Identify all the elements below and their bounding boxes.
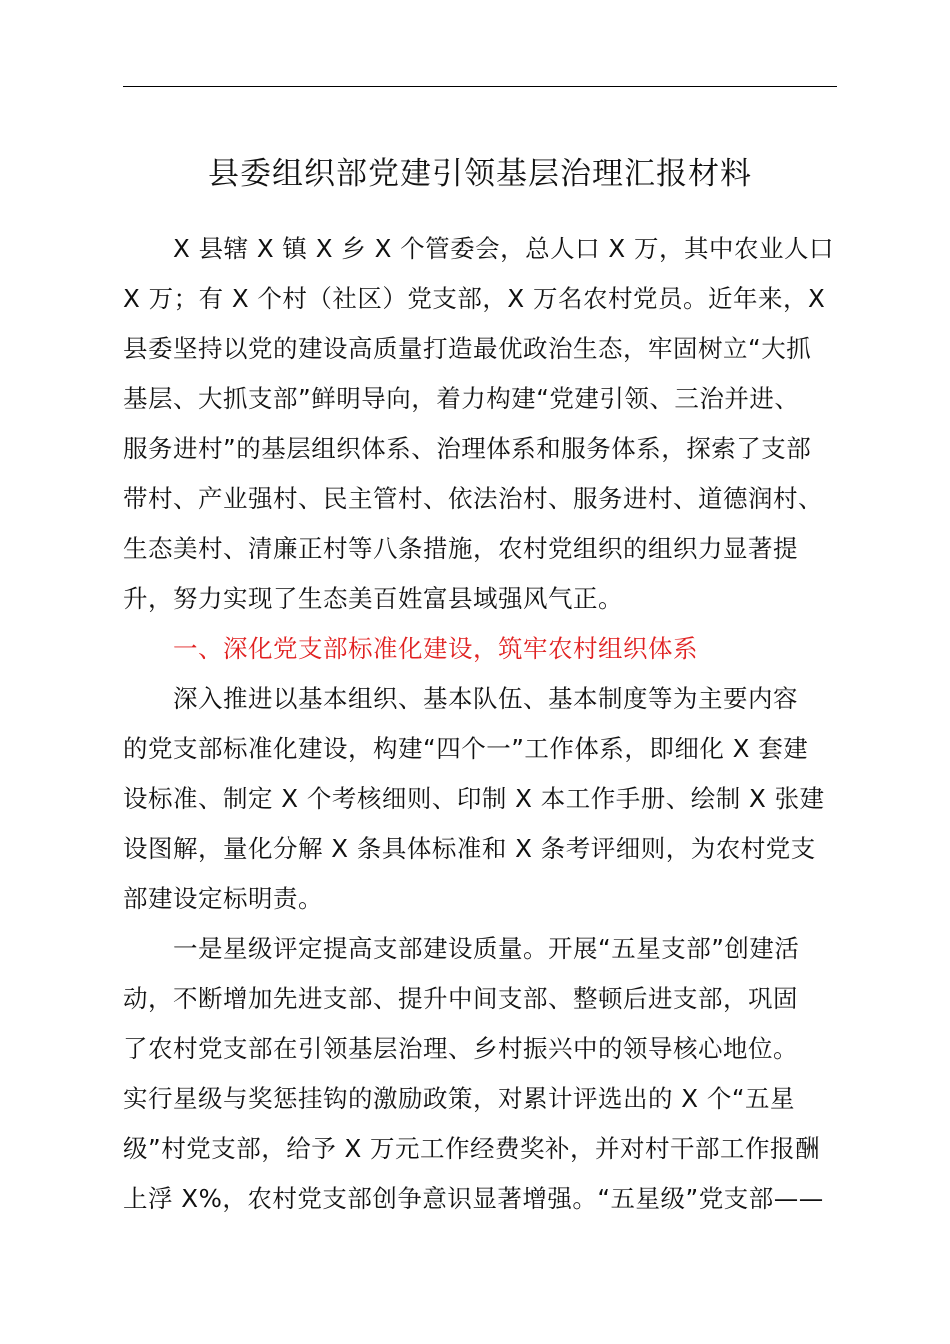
paragraph-line: 级”村党支部，给予 X 万元工作经费奖补，并对村干部工作报酬 [123, 1134, 821, 1163]
header-rule [123, 86, 837, 87]
paragraph-line: X 万；有 X 个村（社区）党支部，X 万名农村党员。近年来，X [123, 284, 826, 313]
paragraph-line: 上浮 X%，农村党支部创争意识显著增强。“五星级”党支部—— [123, 1184, 824, 1213]
paragraph-line: 一是星级评定提高支部建设质量。开展“五星支部”创建活 [173, 934, 800, 963]
paragraph-line: 带村、产业强村、民主管村、依法治村、服务进村、道德润村、 [123, 484, 823, 513]
paragraph-line: 动，不断增加先进支部、提升中间支部、整顿后进支部，巩固 [123, 984, 798, 1013]
paragraph-line: 实行星级与奖惩挂钩的激励政策，对累计评选出的 X 个“五星 [123, 1084, 796, 1113]
paragraph-line: 设标准、制定 X 个考核细则、印制 X 本工作手册、绘制 X 张建 [123, 784, 825, 813]
document-title: 县委组织部党建引领基层治理汇报材料 [208, 156, 752, 192]
paragraph-line: 深入推进以基本组织、基本队伍、基本制度等为主要内容 [173, 684, 798, 713]
paragraph-line: 了农村党支部在引领基层治理、乡村振兴中的领导核心地位。 [123, 1034, 798, 1063]
section-heading: 一、深化党支部标准化建设，筑牢农村组织体系 [173, 634, 698, 663]
document-body [123, 224, 853, 1224]
paragraph-line: X 县辖 X 镇 X 乡 X 个管委会，总人口 X 万，其中农业人口 [173, 234, 835, 263]
paragraph-line: 设图解，量化分解 X 条具体标准和 X 条考评细则，为农村党支 [123, 834, 816, 863]
paragraph-line: 升，努力实现了生态美百姓富县域强风气正。 [123, 584, 623, 613]
paragraph-line: 服务进村”的基层组织体系、治理体系和服务体系，探索了支部 [123, 434, 812, 463]
paragraph-line: 生态美村、清廉正村等八条措施，农村党组织的组织力显著提 [123, 534, 798, 563]
paragraph-line: 的党支部标准化建设，构建“四个一”工作体系，即细化 X 套建 [123, 734, 809, 763]
paragraph-line: 部建设定标明责。 [123, 884, 323, 913]
paragraph-line: 基层、大抓支部”鲜明导向，着力构建“党建引领、三治并进、 [123, 384, 800, 413]
paragraph-line: 县委坚持以党的建设高质量打造最优政治生态，牢固树立“大抓 [123, 334, 812, 363]
